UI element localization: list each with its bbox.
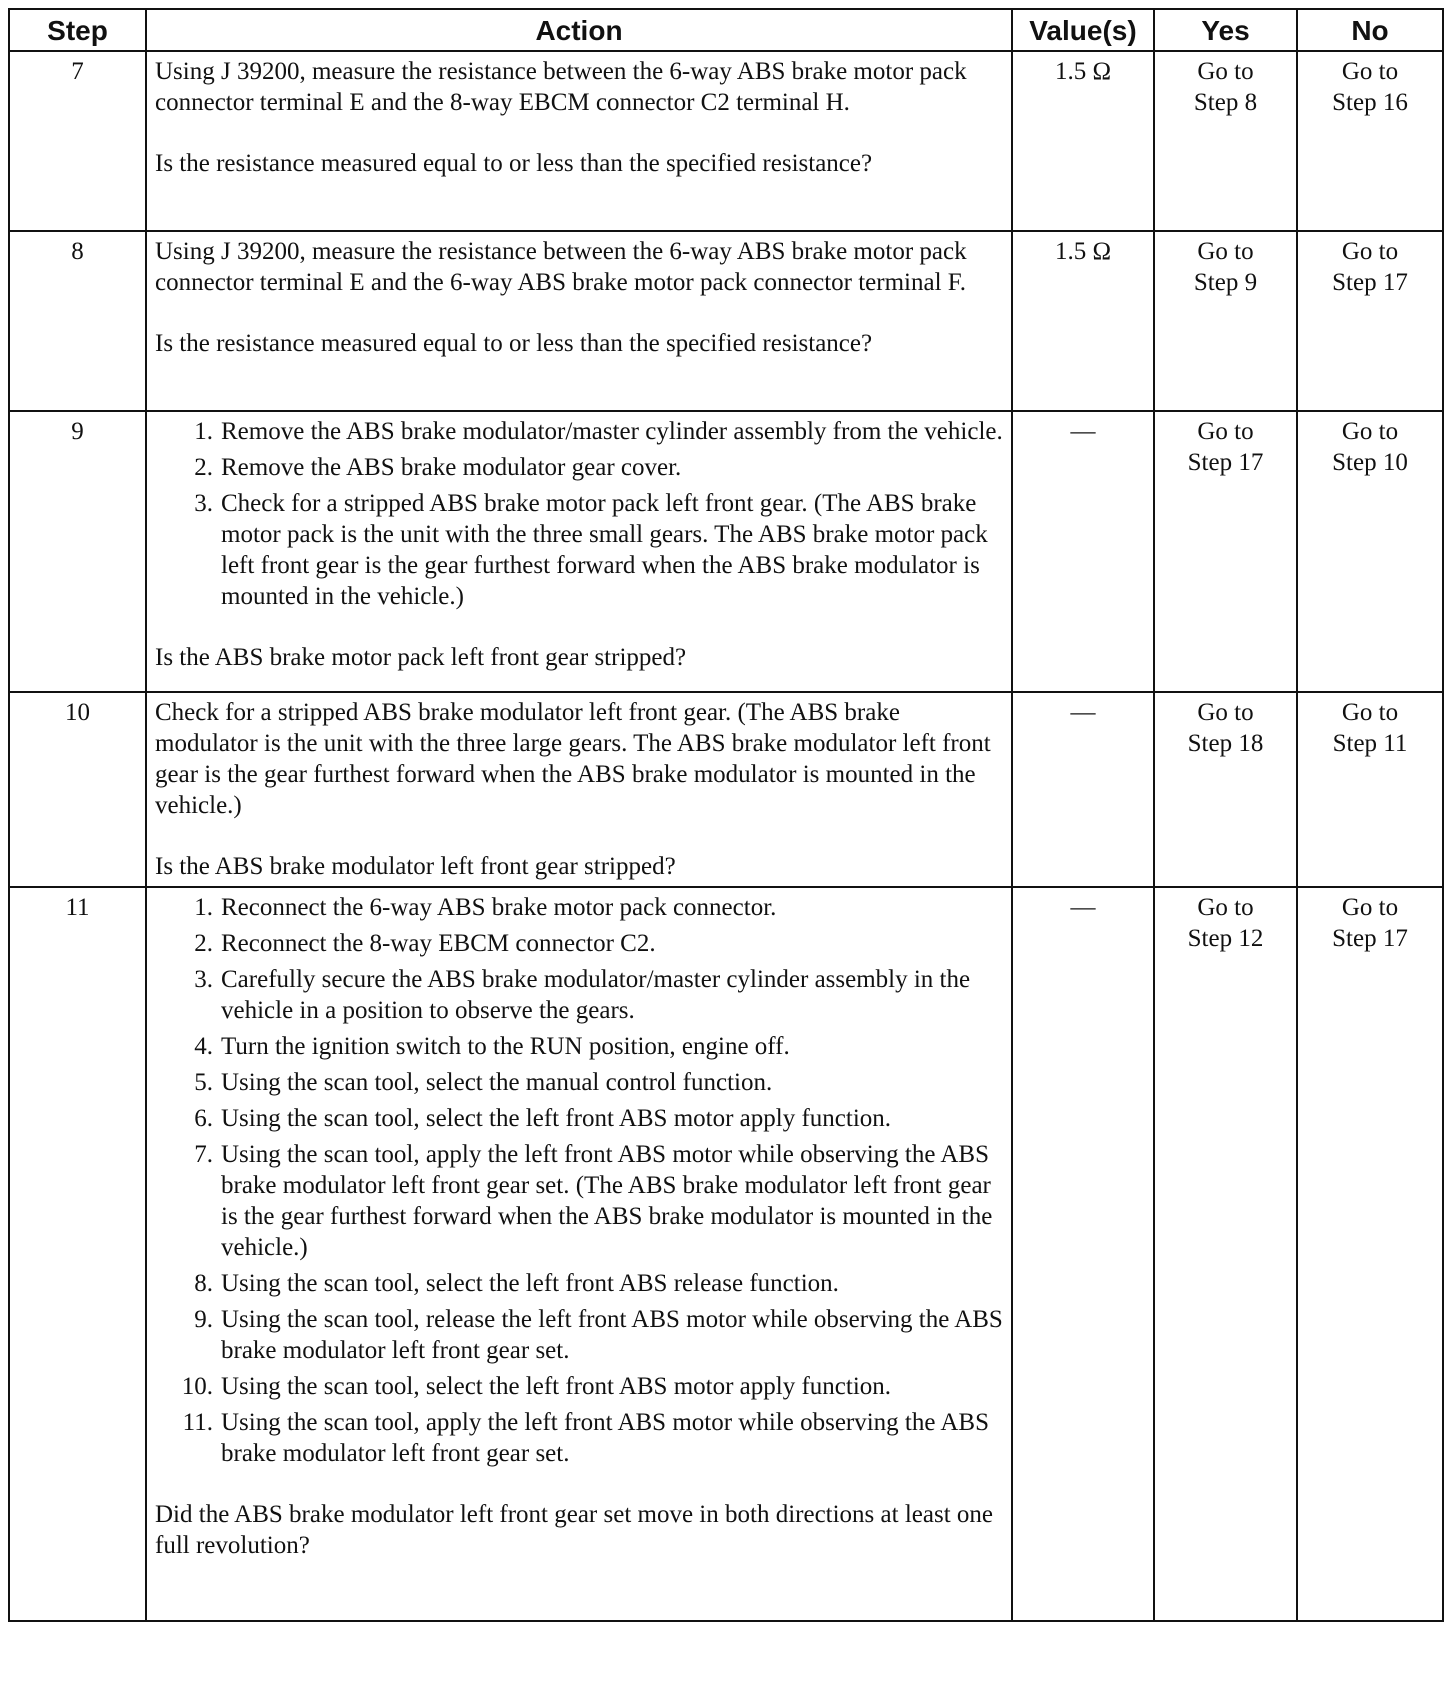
no-goto-label: Go to (1341, 238, 1399, 265)
yes-cell (1154, 411, 1297, 692)
yes-cell (1154, 692, 1297, 887)
header-no: No (1297, 9, 1443, 51)
value-cell: — (1012, 692, 1154, 887)
no-goto-label: Go to (1341, 894, 1399, 921)
no-step-target: Step 16 (1332, 89, 1408, 116)
action-question: Is the ABS brake motor pack left front gear stripped? (155, 644, 687, 671)
no-cell (1297, 51, 1443, 231)
list-item: 2. Remove the ABS brake modulator gear cover. (194, 454, 682, 481)
list-item: 11. Using the scan tool, apply the left front ABS motor while observing the ABS brake modulator left front gear set. (182, 1409, 989, 1467)
action-cell (146, 231, 1012, 411)
yes-goto-label: Go to (1197, 418, 1254, 445)
action-cell (146, 411, 1012, 692)
step-number: 10 (9, 692, 146, 887)
no-step-target: Step 17 (1332, 269, 1408, 296)
value-cell: — (1012, 411, 1154, 692)
list-item: 2. Reconnect the 8-way EBCM connector C2. (194, 930, 656, 957)
value-cell: 1.5 Ω (1012, 231, 1154, 411)
procedure-list (155, 892, 1003, 1469)
step-number: 8 (9, 231, 146, 411)
no-goto-label: Go to (1341, 58, 1399, 85)
action-question: Is the resistance measured equal to or less than the specified resistance? (155, 330, 873, 357)
list-item: 5. Using the scan tool, select the manual control function. (194, 1069, 773, 1096)
step-number: 9 (9, 411, 146, 692)
action-question: Is the ABS brake modulator left front gear stripped? (155, 853, 676, 880)
action-text: Check for a stripped ABS brake modulator left front gear. (The ABS brake modulator is the unit with the three large gears. The ABS brake modulator left front gear is the gear furthest forward when the ABS brake modulator is mounted in the vehicle.) (155, 699, 991, 819)
no-cell (1297, 231, 1443, 411)
action-text: Using J 39200, measure the resistance between the 6-way ABS brake motor pack connector terminal E and the 8-way EBCM connector C2 terminal H. (155, 58, 967, 116)
yes-goto-label: Go to (1197, 894, 1254, 921)
list-item: 3. Carefully secure the ABS brake modulator/master cylinder assembly in the vehicle in a position to observe the gears. (194, 966, 971, 1024)
yes-step-target: Step 18 (1187, 730, 1264, 757)
step-number: 11 (9, 887, 146, 1621)
procedure-list (155, 416, 1003, 612)
list-item: 8. Using the scan tool, select the left front ABS release function. (194, 1270, 839, 1297)
list-item: 6. Using the scan tool, select the left front ABS motor apply function. (194, 1105, 892, 1132)
header-yes: Yes (1154, 9, 1297, 51)
yes-step-target: Step 9 (1193, 269, 1258, 296)
list-item: 10. Using the scan tool, select the left front ABS motor apply function. (181, 1373, 892, 1400)
list-item: 1. Reconnect the 6-way ABS brake motor pack connector. (194, 894, 777, 921)
no-goto-label: Go to (1341, 699, 1399, 726)
no-step-target: Step 17 (1332, 925, 1408, 952)
action-text: Using J 39200, measure the resistance between the 6-way ABS brake motor pack connector terminal E and the 6-way ABS brake motor pack connector terminal F. (155, 238, 967, 296)
no-step-target: Step 11 (1332, 730, 1408, 757)
table-row (9, 51, 1443, 231)
value-cell: 1.5 Ω (1012, 51, 1154, 231)
list-item: 7. Using the scan tool, apply the left front ABS motor while observing the ABS brake modulator left front gear set. (The ABS brake modulator left front gear is the gear furthest forward when the ABS brake modulator is mounted in the vehicle.) (194, 1141, 993, 1261)
table-row (9, 411, 1443, 692)
value-cell: — (1012, 887, 1154, 1621)
action-question: Did the ABS brake modulator left front gear set move in both directions at least one full revolution? (155, 1501, 993, 1559)
header-step: Step (9, 9, 146, 51)
header-action: Action (146, 9, 1012, 51)
yes-cell (1154, 51, 1297, 231)
list-item: 4. Turn the ignition switch to the RUN position, engine off. (194, 1033, 790, 1060)
action-question: Is the resistance measured equal to or less than the specified resistance? (155, 150, 873, 177)
yes-goto-label: Go to (1197, 699, 1254, 726)
yes-step-target: Step 8 (1193, 89, 1258, 116)
action-cell (146, 51, 1012, 231)
list-item: 3. Check for a stripped ABS brake motor pack left front gear. (The ABS brake motor pack is the unit with the three small gears. The ABS brake motor pack left front gear is the gear furthest forward when the ABS brake modulator is mounted in the vehicle.) (194, 490, 988, 610)
no-step-target: Step 10 (1332, 449, 1408, 476)
table-row (9, 231, 1443, 411)
list-item: 9. Using the scan tool, release the left front ABS motor while observing the ABS brake modulator left front gear set. (194, 1306, 1003, 1364)
yes-cell (1154, 887, 1297, 1621)
no-cell (1297, 692, 1443, 887)
yes-step-target: Step 17 (1187, 449, 1264, 476)
action-cell (146, 887, 1012, 1621)
yes-cell (1154, 231, 1297, 411)
no-cell (1297, 887, 1443, 1621)
yes-step-target: Step 12 (1187, 925, 1264, 952)
no-cell (1297, 411, 1443, 692)
yes-goto-label: Go to (1197, 58, 1254, 85)
step-number: 7 (9, 51, 146, 231)
diagnostic-table (8, 8, 1444, 1622)
yes-goto-label: Go to (1197, 238, 1254, 265)
header-row (9, 9, 1443, 51)
table-row (9, 887, 1443, 1621)
table-row (9, 692, 1443, 887)
header-values: Value(s) (1012, 9, 1154, 51)
list-item: 1. Remove the ABS brake modulator/master cylinder assembly from the vehicle. (194, 418, 1003, 445)
no-goto-label: Go to (1341, 418, 1399, 445)
action-cell (146, 692, 1012, 887)
